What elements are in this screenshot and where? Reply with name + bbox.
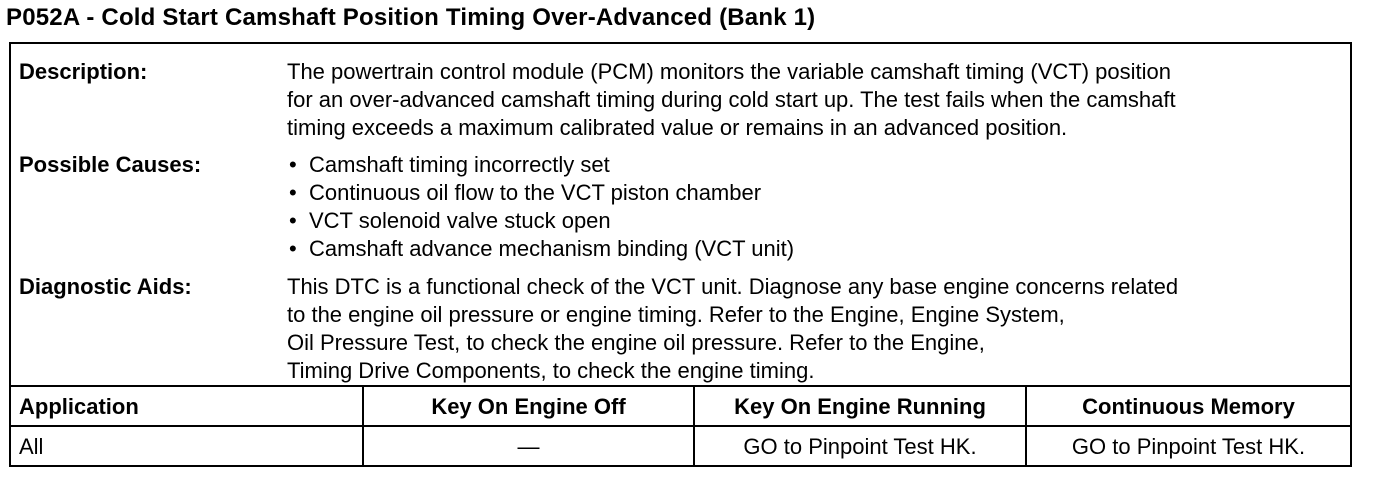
dtc-table	[9, 42, 1352, 467]
description-label: Description:	[19, 59, 148, 84]
list-item: • Continuous oil flow to the VCT piston chamber	[287, 179, 794, 207]
possible-causes-list	[287, 151, 794, 263]
table-header-application: Application	[19, 394, 139, 419]
diagnostic-aids-line: This DTC is a functional check of the VCT unit. Diagnose any base engine concerns related	[287, 274, 1179, 299]
diagnostic-aids-line: to the engine oil pressure or engine timing. Refer to the Engine, Engine System,	[287, 302, 1065, 327]
table-header-continuous-memory: Continuous Memory	[1082, 394, 1295, 419]
page-title: P052A - Cold Start Camshaft Position Timing Over-Advanced (Bank 1)	[6, 4, 816, 31]
table-top-divider	[11, 385, 1350, 387]
possible-causes-label: Possible Causes:	[19, 152, 202, 177]
list-item: • VCT solenoid valve stuck open	[287, 207, 794, 235]
diagnostic-aids-label: Diagnostic Aids:	[19, 274, 192, 299]
table-header-koeo: Key On Engine Off	[431, 394, 626, 419]
table-cell-koer: GO to Pinpoint Test HK.	[743, 434, 977, 459]
table-header-koer: Key On Engine Running	[734, 394, 986, 419]
diagnostic-aids-text	[287, 273, 1178, 385]
description-line: The powertrain control module (PCM) monitors the variable camshaft timing (VCT) position	[287, 59, 1171, 84]
list-item: • Camshaft timing incorrectly set	[287, 151, 794, 179]
description-line: timing exceeds a maximum calibrated value or remains in an advanced position.	[287, 115, 1068, 140]
table-cell-continuous-memory: GO to Pinpoint Test HK.	[1071, 434, 1306, 459]
diagnostic-aids-line: Timing Drive Components, to check the engine timing.	[287, 358, 815, 383]
list-item: • Camshaft advance mechanism binding (VCT unit)	[287, 235, 794, 263]
description-line: for an over-advanced camshaft timing during cold start up. The test fails when the camshaft	[287, 87, 1176, 112]
table-cell-koeo: —	[517, 434, 540, 459]
description-text	[287, 58, 1176, 142]
diagnostic-aids-line: Oil Pressure Test, to check the engine oil pressure. Refer to the Engine,	[287, 330, 985, 355]
table-header-divider	[11, 425, 1350, 427]
table-cell-application: All	[19, 434, 44, 459]
